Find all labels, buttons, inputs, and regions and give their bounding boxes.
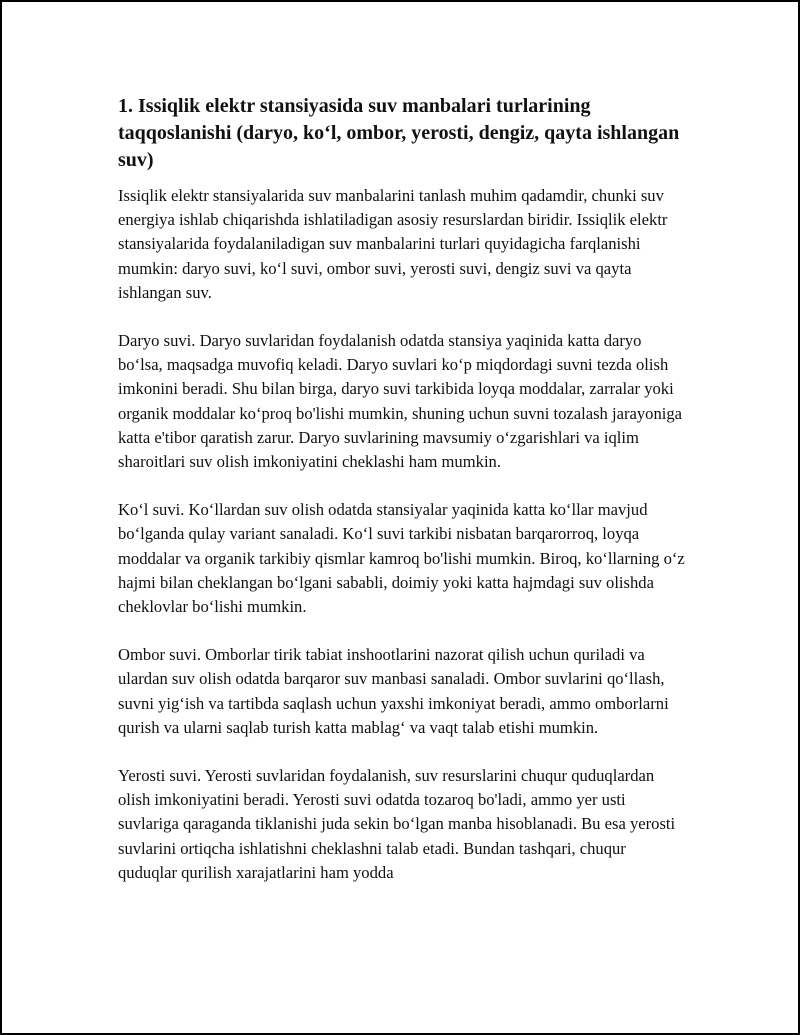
paragraph-groundwater: Yerosti suvi. Yerosti suvlaridan foydalanish, suv resurslarini chuqur quduqlardan olish imkoniyatini beradi. Yerosti suvi odatda tozaroq bo'ladi, ammo yer usti suvlariga qaraganda tiklanishi juda sekin bo‘lgan manba hisoblanadi. Bu esa yerosti suvlarini ortiqcha ishlatishni cheklashni talab etadi. Bundan tashqari, chuqur quduqlar qurilish xarajatlarini ham yodda xyxy=(118,766,676,882)
paragraph-lake-water: Ko‘l suvi. Ko‘llardan suv olish odatda stansiyalar yaqinida katta ko‘llar mavjud bo‘lganda qulay variant sanaladi. Ko‘l suvi tarkibi nisbatan barqarorroq, loyqa moddalar va organik tarkibiy qismlar kamroq bo'lishi mumkin. Biroq, ko‘llarning o‘z hajmi bilan cheklangan bo‘lgani sababli, doimiy yoki katta hajmdagi suv olishda cheklovlar bo‘lishi mumkin. xyxy=(118,500,685,617)
paragraph-intro: Issiqlik elektr stansiyalarida suv manbalarini tanlash muhim qadamdir, chunki suv energiya ishlab chiqarishda ishlatiladigan asosiy resurslardan biridir. Issiqlik elektr stansiyalarida foydalaniladigan suv manbalarini turlari quyidagicha farqlanishi mumkin: daryo suvi, ko‘l suvi, ombor suvi, yerosti suvi, dengiz suvi va qayta ishlangan suv. xyxy=(118,186,668,302)
paragraph-reservoir-water: Ombor suvi. Omborlar tirik tabiat inshootlarini nazorat qilish uchun quriladi va ulardan suv olish odatda barqaror suv manbasi sanaladi. Ombor suvlarini qo‘llash, suvni yig‘ish va tartibda saqlash uchun yaxshi imkoniyat beradi, ammo omborlarni qurish va ularni saqlab turish katta mablag‘ va vaqt talab etishi mumkin. xyxy=(118,645,669,737)
document-title: 1. Issiqlik elektr stansiyasida suv manbalari turlarining taqqoslanishi (daryo, ko‘l, ombor, yerosti, dengiz, qayta ishlangan suv) xyxy=(118,95,680,171)
paragraph-river-water: Daryo suvi. Daryo suvlaridan foydalanish odatda stansiya yaqinida katta daryo bo‘lsa, maqsadga muvofiq keladi. Daryo suvlari ko‘p miqdordagi suvni tezda olish imkonini beradi. Shu bilan birga, daryo suvi tarkibida loyqa moddalar, zarralar yoki organik moddalar ko‘proq bo'lishi mumkin, shuning uchun suvni tozalash jarayoniga katta e'tibor qaratish zarur. Daryo suvlarining mavsumiy o‘zgarishlari va iqlim sharoitlari suv olish imkoniyatini cheklashi ham mumkin. xyxy=(118,331,683,472)
document-body xyxy=(118,93,688,909)
